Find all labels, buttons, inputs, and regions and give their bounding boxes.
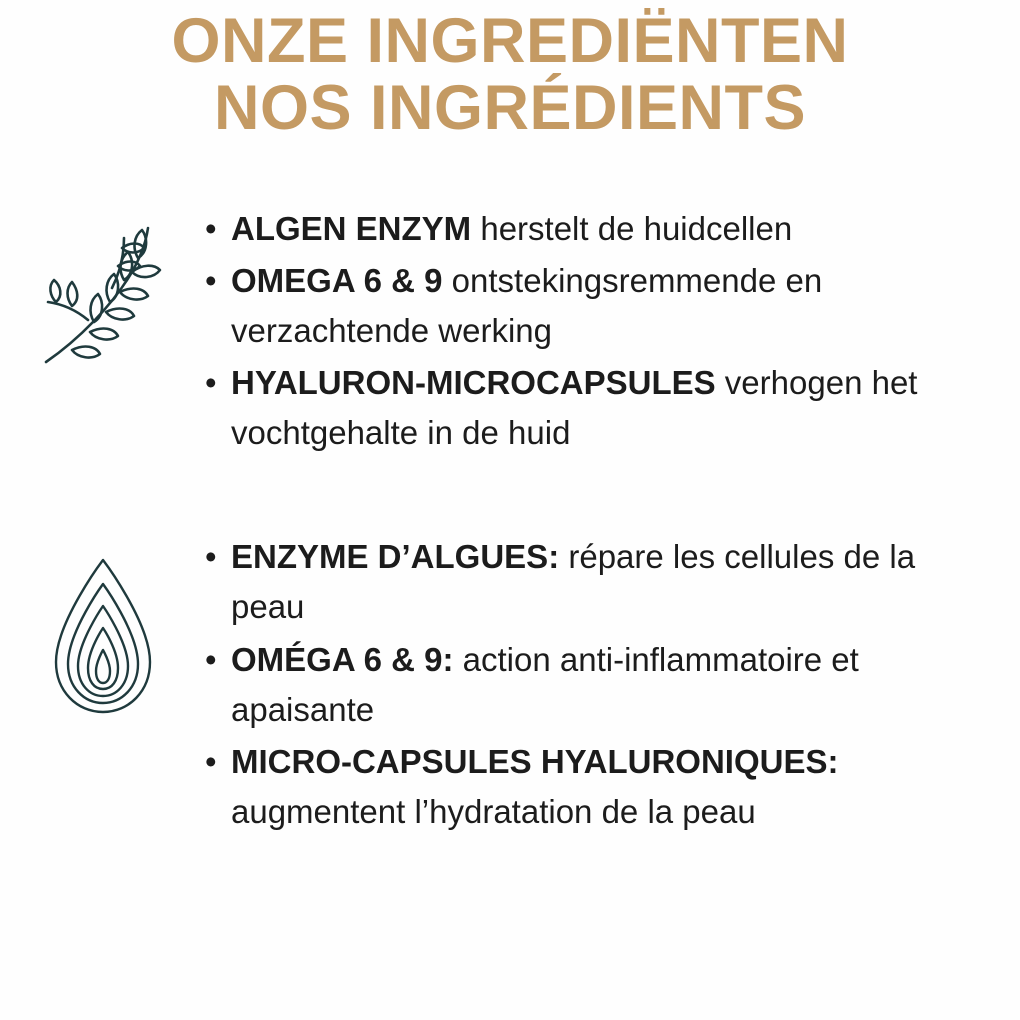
section-dutch [0,204,1020,461]
ingredient-description: action anti-inflammatoire et apaisante [231,640,859,728]
branch-leaves-icon [0,204,205,374]
ingredient-name: ALGEN ENZYM [231,209,472,247]
ingredient-description: ontstekingsremmende en verzachtende werking [231,261,823,349]
ingredient-name: HYALURON-MICROCAPSULES [231,364,716,401]
list-item [205,635,992,735]
list-item [205,256,992,356]
section-french [0,532,1020,839]
list-item [205,532,992,632]
water-drop-icon [0,532,205,730]
ingredient-description: verhogen het vochtgehalte in de huid [231,364,918,452]
ingredient-name: MICRO-CAPSULES HYALURONIQUES: [231,742,839,780]
french-ingredient-list [205,532,1020,839]
title-line-french: NOS INGRÉDIENTS [213,72,807,143]
page-title [0,0,1020,142]
list-item [205,204,992,254]
ingredient-name: OMEGA 6 & 9 [231,261,443,299]
ingredient-name: OMÉGA 6 & 9: [231,640,454,678]
dutch-ingredient-list [205,204,1020,461]
ingredient-description: herstelt de huidcellen [471,209,793,247]
list-item [205,737,992,837]
title-line-dutch: ONZE INGREDIËNTEN [171,6,849,76]
ingredient-description: répare les cellules de la peau [231,538,916,626]
ingredient-description: augmentent l’hydratation de la peau [231,793,756,831]
ingredient-name: ENZYME D’ALGUES: [231,538,560,576]
list-item [205,358,992,458]
